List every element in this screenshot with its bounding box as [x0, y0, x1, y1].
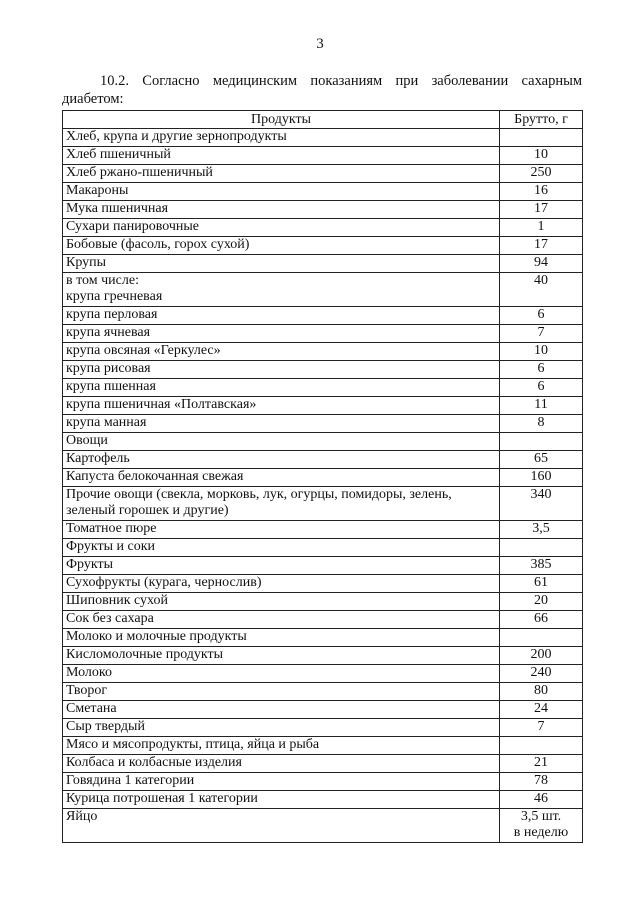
product-weight-line: 17	[534, 201, 548, 216]
product-name-line: Шиповник сухой	[66, 593, 168, 608]
product-weight-line: 20	[534, 593, 548, 608]
product-weight	[500, 487, 583, 521]
product-weight	[500, 665, 583, 683]
product-name	[63, 237, 500, 255]
product-name-line: крупа овсяная «Геркулес»	[66, 343, 221, 358]
product-name-line: зеленый горошек и другие)	[66, 503, 229, 518]
table-row	[63, 629, 583, 647]
product-weight	[500, 809, 583, 843]
product-weight	[500, 451, 583, 469]
product-name-line: Бобовые (фасоль, горох сухой)	[66, 237, 250, 252]
product-name	[63, 219, 500, 237]
product-weight	[500, 433, 583, 451]
product-name-line: Крупы	[66, 255, 107, 270]
product-name	[63, 737, 500, 755]
product-weight	[500, 737, 583, 755]
product-name	[63, 575, 500, 593]
product-weight	[500, 575, 583, 593]
table-header-row	[63, 111, 583, 129]
product-name	[63, 539, 500, 557]
product-weight	[500, 469, 583, 487]
product-weight	[500, 773, 583, 791]
product-weight	[500, 361, 583, 379]
product-name-line: крупа пшенная	[66, 379, 156, 394]
product-name	[63, 593, 500, 611]
product-name	[63, 611, 500, 629]
product-name	[63, 361, 500, 379]
product-weight-line: 160	[530, 469, 552, 484]
product-weight-line: 11	[534, 397, 548, 412]
product-name	[63, 255, 500, 273]
product-weight	[500, 273, 583, 307]
product-weight-line: 3,5 шт.	[520, 809, 562, 824]
table-row	[63, 307, 583, 325]
product-name-line: Капуста белокочанная свежая	[66, 469, 244, 484]
product-name-line: Хлеб ржано-пшеничный	[66, 165, 213, 180]
table-row	[63, 701, 583, 719]
table-row	[63, 255, 583, 273]
product-weight	[500, 647, 583, 665]
product-weight	[500, 183, 583, 201]
product-weight-line: 385	[530, 557, 552, 572]
product-weight	[500, 611, 583, 629]
table-row	[63, 557, 583, 575]
table-row	[63, 451, 583, 469]
product-name	[63, 129, 500, 147]
page-number: 3	[316, 36, 324, 52]
table-row	[63, 469, 583, 487]
product-weight	[500, 379, 583, 397]
product-weight-line: 3,5	[532, 521, 550, 536]
product-name	[63, 397, 500, 415]
product-name	[63, 647, 500, 665]
product-name	[63, 683, 500, 701]
product-name	[63, 487, 500, 521]
product-name-line: в том числе:	[66, 273, 139, 288]
product-weight	[500, 307, 583, 325]
product-name	[63, 791, 500, 809]
table-row	[63, 487, 583, 521]
product-weight	[500, 237, 583, 255]
product-weight	[500, 255, 583, 273]
table-row	[63, 433, 583, 451]
product-weight-line: 78	[534, 773, 548, 788]
product-name-line: Творог	[66, 683, 108, 698]
product-weight	[500, 557, 583, 575]
table-row	[63, 791, 583, 809]
product-name	[63, 325, 500, 343]
product-name-line: крупа пшеничная «Полтавская»	[66, 397, 257, 412]
product-weight	[500, 539, 583, 557]
product-weight	[500, 719, 583, 737]
product-weight-line: 80	[534, 683, 548, 698]
product-weight	[500, 629, 583, 647]
product-name	[63, 521, 500, 539]
product-name-line: крупа перловая	[66, 307, 158, 322]
table-row	[63, 755, 583, 773]
product-weight-line: 17	[534, 237, 548, 252]
table-row	[63, 719, 583, 737]
product-weight-line: 240	[530, 665, 552, 680]
table-row	[63, 129, 583, 147]
product-weight-line: 8	[537, 415, 545, 430]
product-name-line: Картофель	[66, 451, 130, 466]
product-name-line: Хлеб, крупа и другие зернопродукты	[66, 129, 287, 144]
product-weight-line: 61	[534, 575, 548, 590]
table-row	[63, 183, 583, 201]
product-name	[63, 773, 500, 791]
product-name	[63, 343, 500, 361]
product-weight-line: 10	[534, 147, 548, 162]
product-name	[63, 433, 500, 451]
product-name-line: Говядина 1 категории	[66, 773, 195, 788]
product-weight	[500, 147, 583, 165]
header-products: Продукты	[63, 111, 500, 129]
product-weight-line: 1	[537, 219, 545, 234]
product-weight-line: 6	[537, 361, 545, 376]
product-name	[63, 307, 500, 325]
product-weight	[500, 343, 583, 361]
product-weight-line: 24	[534, 701, 548, 716]
product-name-line: Курица потрошеная 1 категории	[66, 791, 258, 806]
table-body	[63, 129, 583, 843]
table-row	[63, 273, 583, 307]
product-name-line: Овощи	[66, 433, 108, 448]
product-weight-line: 10	[534, 343, 548, 358]
product-name-line: Кисломолочные продукты	[66, 647, 224, 662]
product-name-line: Молоко и молочные продукты	[66, 629, 247, 644]
product-name-line: Фрукты и соки	[66, 539, 156, 554]
product-weight	[500, 683, 583, 701]
products-table	[62, 110, 583, 843]
product-weight	[500, 415, 583, 433]
product-weight-line: 6	[537, 307, 545, 322]
product-name	[63, 629, 500, 647]
product-name	[63, 665, 500, 683]
product-name	[63, 147, 500, 165]
product-name-line: крупа гречневая	[66, 289, 163, 304]
product-weight	[500, 201, 583, 219]
product-name-line: Молоко	[66, 665, 112, 680]
product-name	[63, 415, 500, 433]
product-weight	[500, 397, 583, 415]
table-row	[63, 737, 583, 755]
product-weight-line: 66	[534, 611, 548, 626]
product-name-line: Мука пшеничная	[66, 201, 169, 216]
table-row	[63, 379, 583, 397]
product-weight	[500, 325, 583, 343]
product-weight-line: 21	[534, 755, 548, 770]
table-row	[63, 611, 583, 629]
table-row	[63, 647, 583, 665]
product-name	[63, 809, 500, 843]
table-row	[63, 397, 583, 415]
product-name-line: крупа ячневая	[66, 325, 151, 340]
product-weight-line: 200	[530, 647, 552, 662]
table-row	[63, 683, 583, 701]
table-row	[63, 773, 583, 791]
product-weight-line: 16	[534, 183, 548, 198]
table-row	[63, 539, 583, 557]
product-weight-line: 6	[537, 379, 545, 394]
product-weight-line: 340	[530, 487, 552, 502]
product-weight	[500, 755, 583, 773]
table-row	[63, 219, 583, 237]
table-row	[63, 361, 583, 379]
product-weight	[500, 701, 583, 719]
product-name	[63, 469, 500, 487]
product-weight	[500, 791, 583, 809]
product-weight-line: 65	[534, 451, 548, 466]
product-name	[63, 557, 500, 575]
product-weight	[500, 593, 583, 611]
product-weight	[500, 219, 583, 237]
product-name-line: Хлеб пшеничный	[66, 147, 171, 162]
table-row	[63, 575, 583, 593]
table-row	[63, 325, 583, 343]
product-name-line: Мясо и мясопродукты, птица, яйца и рыба	[66, 737, 320, 752]
product-name	[63, 201, 500, 219]
product-name	[63, 451, 500, 469]
product-weight-line: в неделю	[513, 825, 569, 840]
product-name-line: Колбаса и колбасные изделия	[66, 755, 242, 770]
table-row	[63, 147, 583, 165]
product-weight-line: 250	[530, 165, 552, 180]
product-weight-line: 40	[534, 273, 548, 288]
product-name	[63, 183, 500, 201]
product-name-line: Прочие овощи (свекла, морковь, лук, огурцы, помидоры, зелень,	[66, 487, 452, 502]
product-name-line: Сыр твердый	[66, 719, 145, 734]
product-name	[63, 165, 500, 183]
header-weight: Брутто, г	[500, 111, 583, 129]
table-row	[63, 809, 583, 843]
intro-paragraph: 10.2. Согласно медицинским показаниям при заболевании сахарным диабетом:	[62, 73, 582, 107]
product-name-line: крупа манная	[66, 415, 147, 430]
table-row	[63, 415, 583, 433]
product-name-line: Фрукты	[66, 557, 114, 572]
product-name-line: Сухофрукты (курага, чернослив)	[66, 575, 262, 590]
product-name-line: Яйцо	[66, 809, 98, 824]
product-name	[63, 273, 500, 307]
product-name-line: крупа рисовая	[66, 361, 151, 376]
table-row	[63, 165, 583, 183]
product-weight-line: 7	[537, 325, 545, 340]
table-row	[63, 593, 583, 611]
product-name	[63, 719, 500, 737]
product-weight	[500, 129, 583, 147]
product-name	[63, 379, 500, 397]
table-row	[63, 201, 583, 219]
product-name-line: Сухари панировочные	[66, 219, 200, 234]
table-row	[63, 343, 583, 361]
product-name-line: Сок без сахара	[66, 611, 154, 626]
product-weight	[500, 521, 583, 539]
table-row	[63, 665, 583, 683]
product-name	[63, 755, 500, 773]
product-name-line: Сметана	[66, 701, 117, 716]
product-name-line: Томатное пюре	[66, 521, 157, 536]
product-name	[63, 701, 500, 719]
product-weight-line: 46	[534, 791, 548, 806]
table-row	[63, 521, 583, 539]
table-row	[63, 237, 583, 255]
product-weight	[500, 165, 583, 183]
product-name-line: Макароны	[66, 183, 129, 198]
product-weight-line: 7	[537, 719, 545, 734]
product-weight-line: 94	[534, 255, 548, 270]
